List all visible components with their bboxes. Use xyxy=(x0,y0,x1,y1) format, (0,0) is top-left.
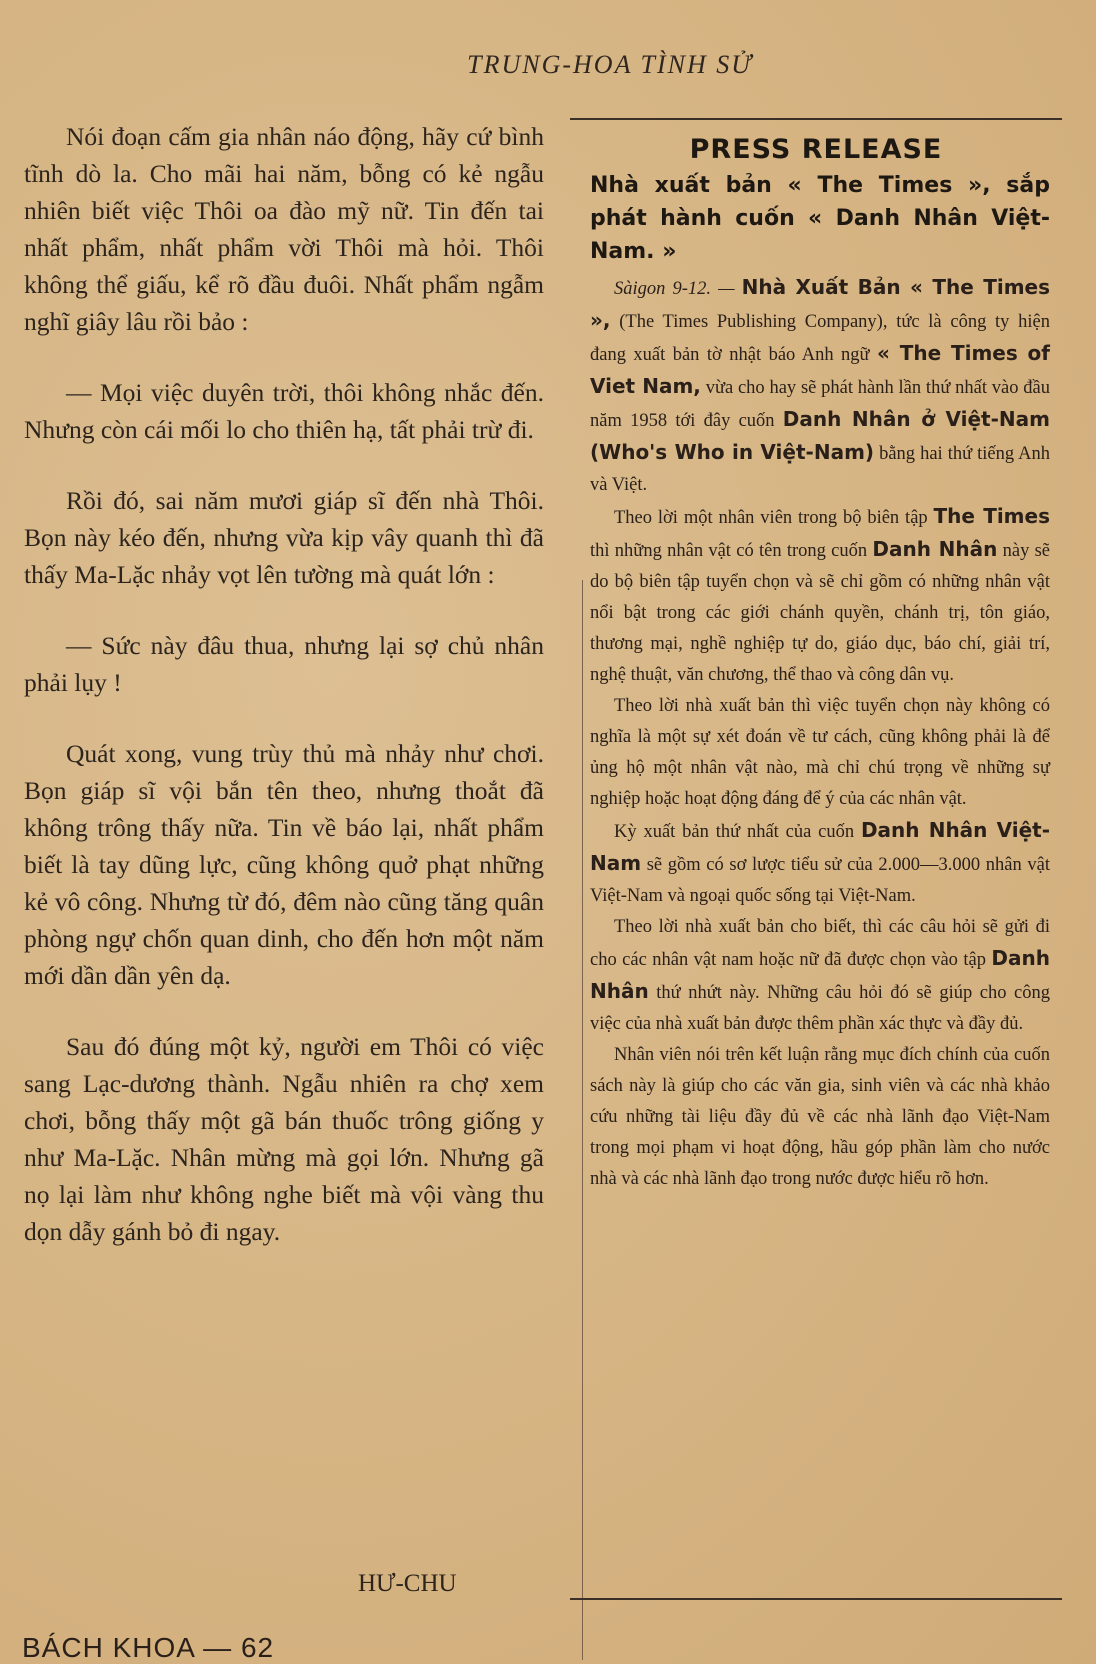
text: bằng hai thứ tiếng Anh và Việt. xyxy=(590,444,1050,495)
text: thì những nhân vật có tên trong cuốn xyxy=(590,541,873,561)
emphasis: Danh Nhân Việt-Nam xyxy=(590,818,1050,875)
emphasis: The Times xyxy=(933,504,1050,528)
press-release-title: PRESS RELEASE xyxy=(689,134,943,165)
press-paragraph xyxy=(590,815,1050,912)
story-paragraph: Sau đó đúng một kỷ, người em Thôi có việc sang Lạc-dương thành. Ngẫu nhiên ra chợ xem chơi, bỗng thấy một gã bán thuốc trông giống y như Ma-Lặc. Nhân mừng mà gọi lớn. Nhưng gã nọ lại làm như không nghe biết mà vội vàng thu dọn dẫy gánh bỏ đi ngay. xyxy=(24,1032,544,1246)
column-divider xyxy=(582,580,583,1660)
emphasis: Nhà Xuất Bản « The Times », xyxy=(590,275,1051,332)
press-release-headline: Nhà xuất bản « The Times », sắp phát hành cuốn « Danh Nhân Việt-Nam. » xyxy=(590,173,1050,264)
text: Theo lời nhà xuất bản cho biết, thì các câu hỏi sẽ gửi đi cho các nhân vật nam hoặc nữ đã được chọn vào tập xyxy=(590,917,1050,970)
story-paragraph: — Sức này đâu thua, nhưng lại sợ chủ nhân phải lụy ! xyxy=(24,631,544,697)
author-signature: HƯ-CHU xyxy=(358,1570,457,1597)
emphasis: « The Times of Viet Nam, xyxy=(590,341,1050,398)
story-column xyxy=(24,118,544,1250)
text: Kỳ xuất bản thứ nhất của cuốn xyxy=(614,822,861,842)
text: thứ nhứt này. Những câu hỏi đó sẽ giúp cho công việc của nhà xuất bản được thêm phần xác thực và đầy đủ. xyxy=(590,983,1050,1034)
emphasis: Danh Nhân xyxy=(590,946,1050,1003)
emphasis: Danh Nhân ở Việt-Nam (Who's Who in Việt-Nam) xyxy=(590,407,1050,464)
press-paragraph xyxy=(590,912,1050,1040)
emphasis: Danh Nhân xyxy=(872,537,998,561)
text: (The Times Publishing Company), tức là công ty hiện đang xuất bản tờ nhật báo Anh ngữ xyxy=(590,312,1050,365)
page-footer: BÁCH KHOA — 62 xyxy=(22,1632,275,1663)
story-paragraph: — Mọi việc duyên trời, thôi không nhắc đến. Nhưng còn cái mối lo cho thiên hạ, tất phải trừ đi. xyxy=(24,378,544,444)
story-paragraph: Rồi đó, sai năm mươi giáp sĩ đến nhà Thôi. Bọn này kéo đến, nhưng vừa kịp vây quanh thì đã thấy Ma-Lặc nhảy vọt lên tường mà quát lớn : xyxy=(24,486,544,589)
dateline: Sàigon 9-12. — xyxy=(614,279,735,299)
press-paragraph: Theo lời nhà xuất bản thì việc tuyển chọn này không có nghĩa là một sự xét đoán về tư cách, cũng không phải là để ủng hộ một nhân vật nào, mà chỉ chú trọng về những sự nghiệp hoặc hoạt động đáng để ý của các nhân vật. xyxy=(590,696,1050,809)
press-release-body xyxy=(590,272,1050,1195)
text: vừa cho hay sẽ phát hành lần thứ nhất vào đầu năm 1958 tới đây cuốn xyxy=(590,378,1050,431)
box-bottom-rule xyxy=(570,1598,1062,1600)
press-paragraph xyxy=(590,501,1050,691)
press-release-box xyxy=(570,118,1062,1600)
text: sẽ gồm có sơ lược tiểu sử của 2.000—3.000 nhân vật Việt-Nam và ngoại quốc sống tại Việt-Nam. xyxy=(590,855,1050,906)
story-paragraph: Quát xong, vung trùy thủ mà nhảy như chơi. Bọn giáp sĩ vội bắn tên theo, nhưng thoắt đã không trông thấy nữa. Tin về báo lại, nhất phẩm biết là tay dũng lực, cũng không quở phạt những kẻ vô công. Nhưng từ đó, đêm nào cũng tăng quân phòng ngự chốn quan dinh, cho đến hơn một năm mới dần dần yên dạ. xyxy=(24,739,544,990)
press-paragraph: Nhân viên nói trên kết luận rằng mục đích chính của cuốn sách này là giúp cho các văn gia, sinh viên và các nhà khảo cứu những tài liệu đầy đủ về các nhà lãnh đạo Việt-Nam trong mọi phạm vi hoạt động, hầu góp phần làm cho nước nhà và các nhà lãnh đạo trong nước được hiểu rõ hơn. xyxy=(590,1045,1050,1189)
text: Theo lời một nhân viên trong bộ biên tập xyxy=(614,508,934,528)
story-paragraph: Nói đoạn cấm gia nhân náo động, hãy cứ bình tĩnh dò la. Cho mãi hai năm, bỗng có kẻ ngẫu nhiên biết việc Thôi oa đào mỹ nữ. Tin đến tai nhất phẩm, nhất phẩm vời Thôi mà hỏi. Thôi không thể giấu, kể rõ đầu đuôi. Nhất phẩm ngẫm nghĩ giây lâu rồi bảo : xyxy=(24,122,544,336)
text: này sẽ do bộ biên tập tuyển chọn và sẽ chỉ gồm có những nhân vật nổi bật trong các giới chánh quyền, chánh trị, tôn giáo, thương mại, nghề nghiệp tự do, giáo dục, báo chí, giải trí, nghệ thuật, văn chương, thể thao và công dân vụ. xyxy=(590,541,1051,685)
press-paragraph xyxy=(590,272,1050,501)
running-header: TRUNG-HOA TÌNH SỬ xyxy=(467,50,753,79)
